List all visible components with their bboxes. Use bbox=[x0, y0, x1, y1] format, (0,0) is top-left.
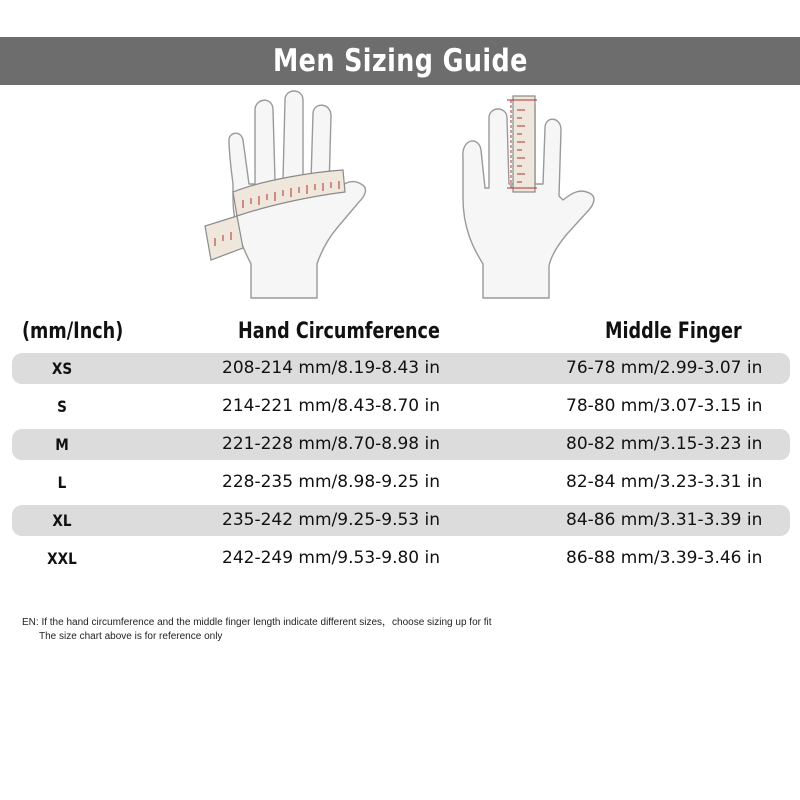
middle-finger-value: 80-82 mm/3.15-3.23 in bbox=[566, 434, 763, 454]
size-label: XL bbox=[52, 511, 72, 530]
middle-finger-value: 86-88 mm/3.39-3.46 in bbox=[566, 548, 763, 568]
hand-circumference-value: 208-214 mm/8.19-8.43 in bbox=[222, 358, 441, 378]
size-label: S bbox=[57, 397, 67, 416]
table-row bbox=[12, 353, 790, 384]
unit-header: (mm/Inch) bbox=[22, 319, 124, 344]
hand-measure-circumference-icon bbox=[193, 88, 383, 300]
size-label: XS bbox=[51, 359, 73, 378]
table-row bbox=[12, 543, 790, 574]
middle-finger-value: 82-84 mm/3.23-3.31 in bbox=[566, 472, 763, 492]
size-label: XXL bbox=[47, 549, 77, 568]
hand-circumference-header: Hand Circumference bbox=[238, 319, 440, 344]
table-row bbox=[12, 505, 790, 536]
footnote-line: The size chart above is for reference only bbox=[39, 631, 223, 642]
page-title: Men Sizing Guide bbox=[272, 43, 528, 79]
hand-circumference-value: 242-249 mm/9.53-9.80 in bbox=[222, 548, 441, 568]
middle-finger-value: 78-80 mm/3.07-3.15 in bbox=[566, 396, 763, 416]
measurement-illustrations bbox=[0, 88, 800, 300]
size-label: L bbox=[57, 473, 67, 492]
hand-circumference-value: 235-242 mm/9.25-9.53 in bbox=[222, 510, 441, 530]
hand-circumference-value: 214-221 mm/8.43-8.70 in bbox=[222, 396, 441, 416]
table-row bbox=[12, 391, 790, 422]
title-banner bbox=[0, 37, 800, 85]
hand-measure-finger-icon bbox=[455, 88, 605, 300]
table-row bbox=[12, 429, 790, 460]
footnote bbox=[22, 616, 492, 644]
footnote-line: EN: If the hand circumference and the middle finger length indicate different sizes，choose sizing up for fit bbox=[22, 617, 492, 628]
size-table bbox=[12, 353, 790, 581]
table-row bbox=[12, 467, 790, 498]
hand-circumference-value: 228-235 mm/8.98-9.25 in bbox=[222, 472, 441, 492]
middle-finger-value: 76-78 mm/2.99-3.07 in bbox=[566, 358, 763, 378]
middle-finger-header: Middle Finger bbox=[605, 319, 742, 344]
size-label: M bbox=[55, 435, 69, 454]
middle-finger-value: 84-86 mm/3.31-3.39 in bbox=[566, 510, 763, 530]
table-header bbox=[0, 312, 800, 352]
hand-circumference-value: 221-228 mm/8.70-8.98 in bbox=[222, 434, 441, 454]
